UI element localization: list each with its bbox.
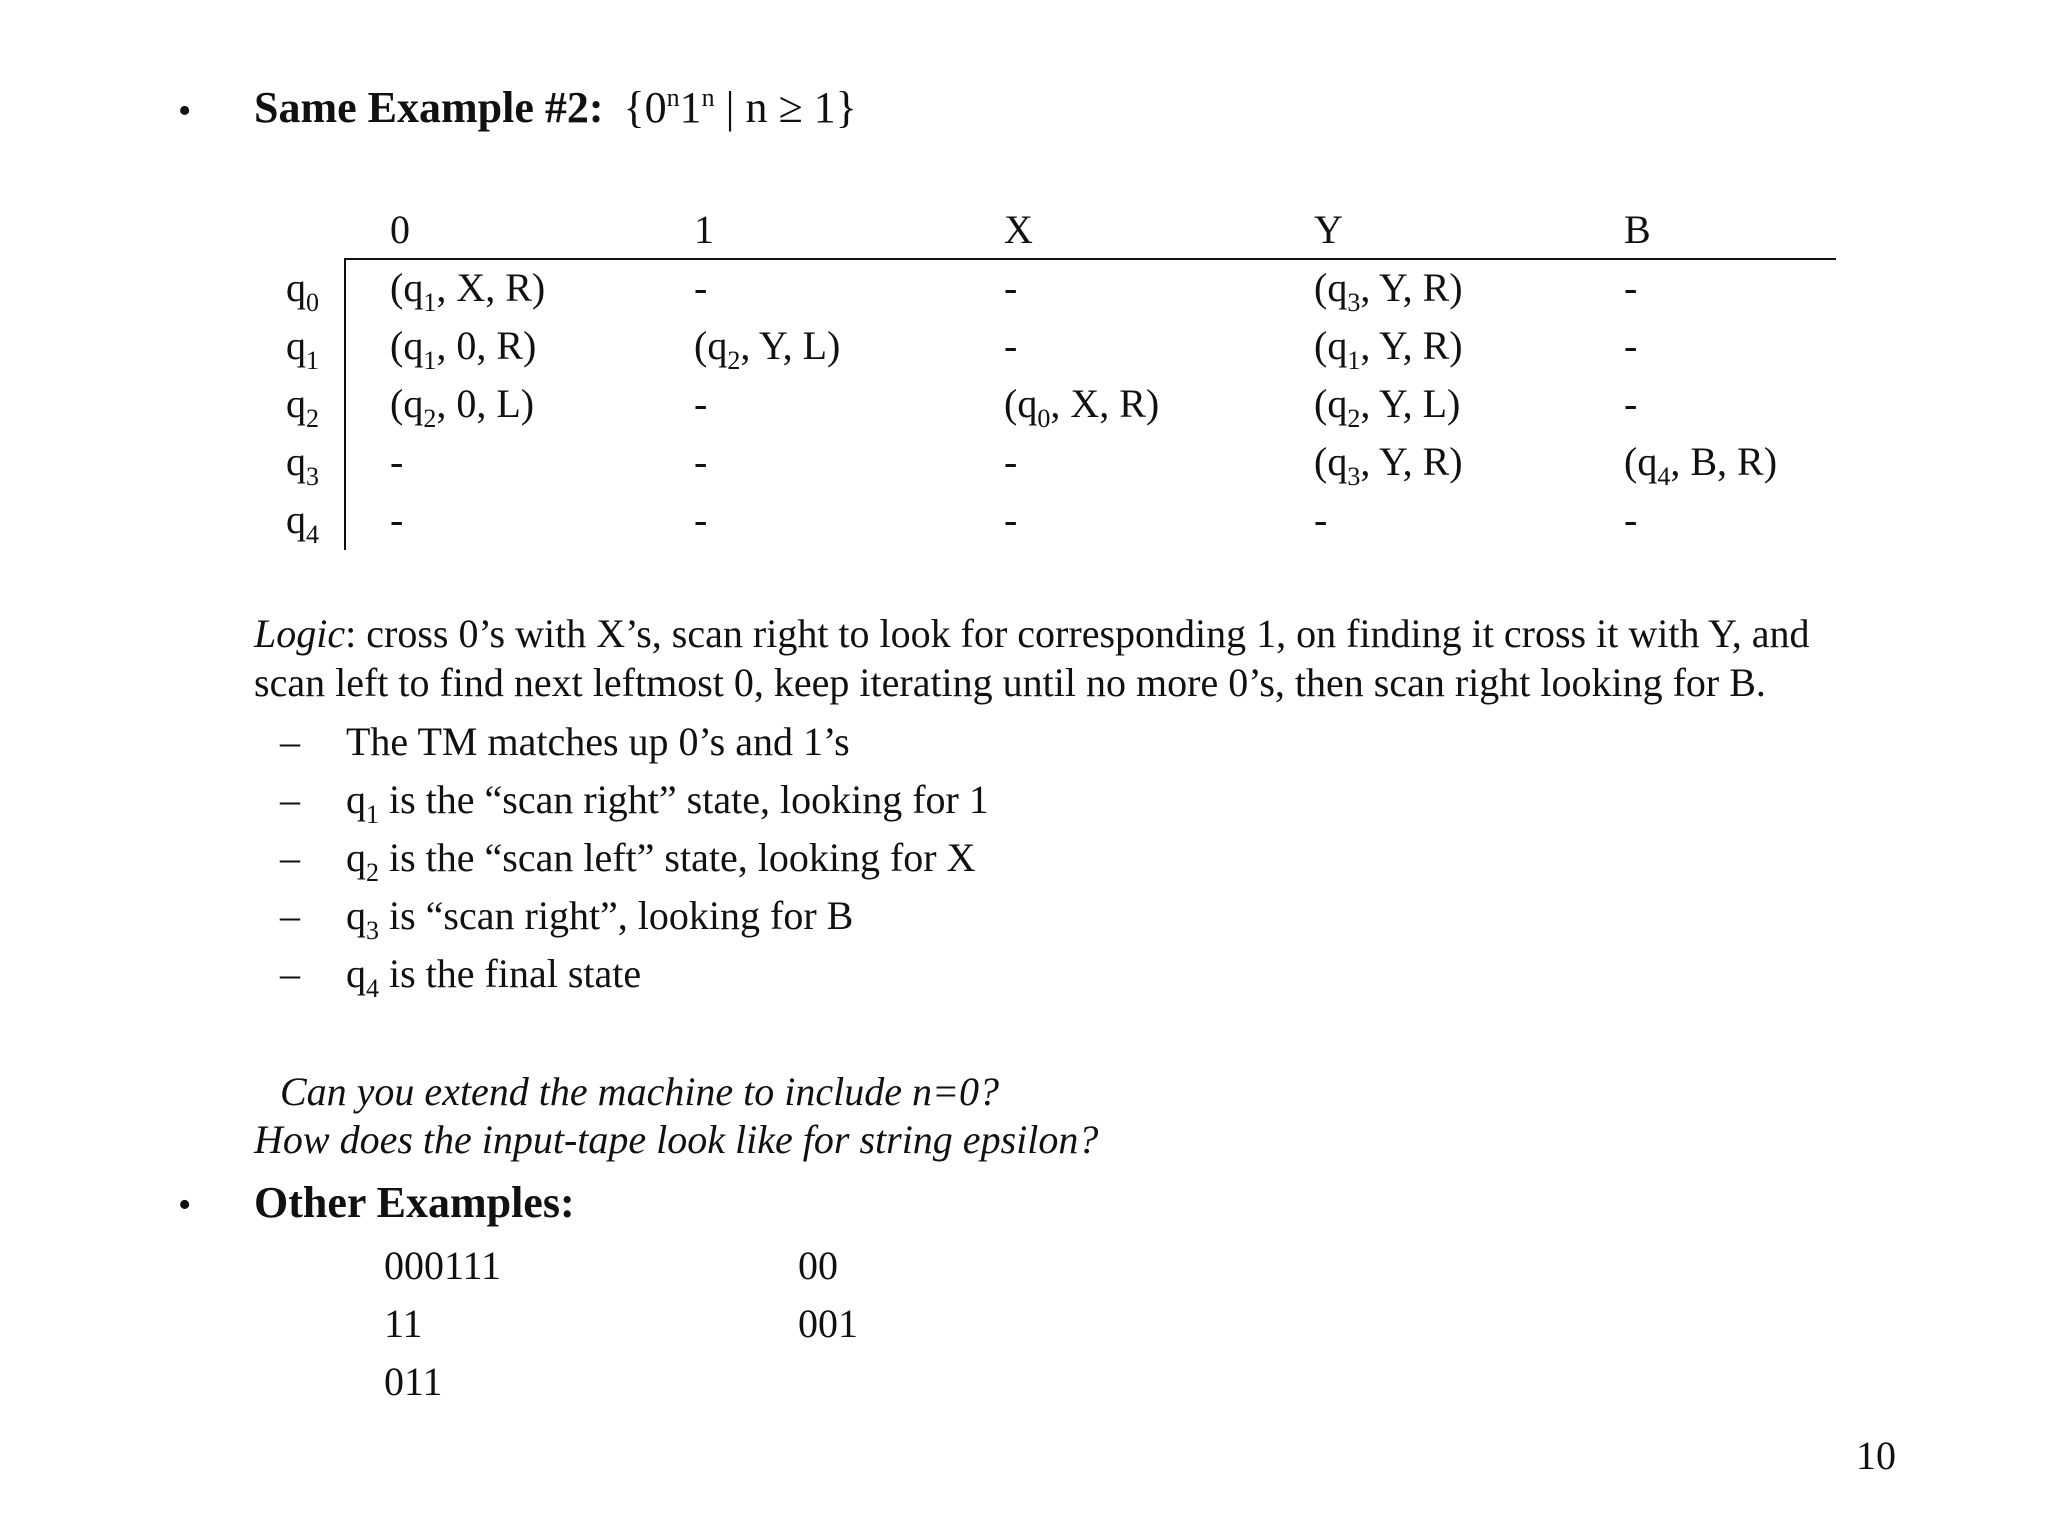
transition-cell: ($q_0$, X, R) [1004, 381, 1160, 433]
transition-cell: - [390, 439, 404, 484]
transition-cell: - [694, 439, 708, 484]
transition-cell: - [1004, 497, 1018, 542]
row-state-label: $q_3$ [286, 439, 319, 491]
transition-cell: ($q_3$, Y, R) [1314, 265, 1463, 317]
title-set: {0$^n$1$^n$ | n ≥ 1} [623, 83, 857, 132]
logic-sub-item: $q_4$ is the final state [346, 951, 642, 1003]
example-string: 001 [798, 1301, 858, 1346]
transition-cell: - [1624, 497, 1638, 542]
page-number: 10 [1856, 1433, 1896, 1478]
logic-sub-item: $q_3$ is “scan right”, looking for B [346, 893, 854, 945]
column-header: Y [1314, 207, 1343, 252]
dash-marker: – [280, 777, 300, 822]
column-header: X [1004, 207, 1033, 252]
table-state-rule [344, 258, 346, 550]
transition-cell: - [1624, 265, 1638, 310]
row-state-label: $q_0$ [286, 265, 319, 317]
transition-cell: - [694, 497, 708, 542]
transition-cell: - [694, 265, 708, 310]
bullet-1: • [178, 90, 192, 132]
logic-sub-item: $q_2$ is the “scan left” state, looking for X [346, 835, 976, 887]
transition-cell: ($q_2$, Y, L) [694, 323, 841, 375]
slide-title [254, 83, 857, 132]
transition-cell: ($q_1$, X, R) [390, 265, 546, 317]
transition-cell: - [1004, 439, 1018, 484]
example-string: 00 [798, 1243, 838, 1288]
transition-cell: - [694, 381, 708, 426]
dash-marker: – [280, 951, 300, 996]
row-state-label: $q_2$ [286, 381, 319, 433]
dash-marker: – [280, 719, 300, 764]
transition-cell: ($q_2$, Y, L) [1314, 381, 1461, 433]
transition-cell: ($q_4$, B, R) [1624, 439, 1778, 491]
example-string: 011 [384, 1359, 443, 1404]
logic-sub-item: The TM matches up 0’s and 1’s [346, 719, 850, 764]
question-1: Can you extend the machine to include n=0? [280, 1069, 1000, 1114]
transition-cell: ($q_2$, 0, L) [390, 381, 535, 433]
row-state-label: $q_4$ [286, 497, 319, 549]
table-header-rule [344, 258, 1836, 260]
column-header: B [1624, 207, 1651, 252]
transition-cell: - [390, 497, 404, 542]
logic-paragraph [254, 609, 1809, 707]
transition-cell: ($q_1$, Y, R) [1314, 323, 1463, 375]
dash-marker: – [280, 893, 300, 938]
transition-cell: - [1624, 323, 1638, 368]
column-header: 1 [694, 207, 714, 252]
question-2: How does the input-tape look like for string epsilon? [254, 1117, 1099, 1162]
column-header: 0 [390, 207, 410, 252]
logic-sub-item: $q_1$ is the “scan right” state, looking for 1 [346, 777, 989, 829]
bullet-2: • [178, 1184, 192, 1226]
example-string: 11 [384, 1301, 423, 1346]
transition-cell: ($q_1$, 0, R) [390, 323, 537, 375]
transition-cell: - [1004, 323, 1018, 368]
transition-cell: ($q_3$, Y, R) [1314, 439, 1463, 491]
transition-cell: - [1004, 265, 1018, 310]
transition-cell: - [1624, 381, 1638, 426]
logic-label: Logic [254, 611, 346, 656]
logic-line-2: scan left to find next leftmost 0, keep iterating until no more 0’s, then scan right looking for B. [254, 660, 1766, 705]
dash-marker: – [280, 835, 300, 880]
logic-line-1: Logic: cross 0’s with X’s, scan right to look for corresponding 1, on finding it cross it with Y, and [254, 611, 1810, 656]
other-examples-title: Other Examples: [254, 1178, 575, 1227]
title-label: Same Example #2: [254, 83, 604, 132]
example-string: 000111 [384, 1243, 502, 1288]
transition-cell: - [1314, 497, 1328, 542]
row-state-label: $q_1$ [286, 323, 319, 375]
